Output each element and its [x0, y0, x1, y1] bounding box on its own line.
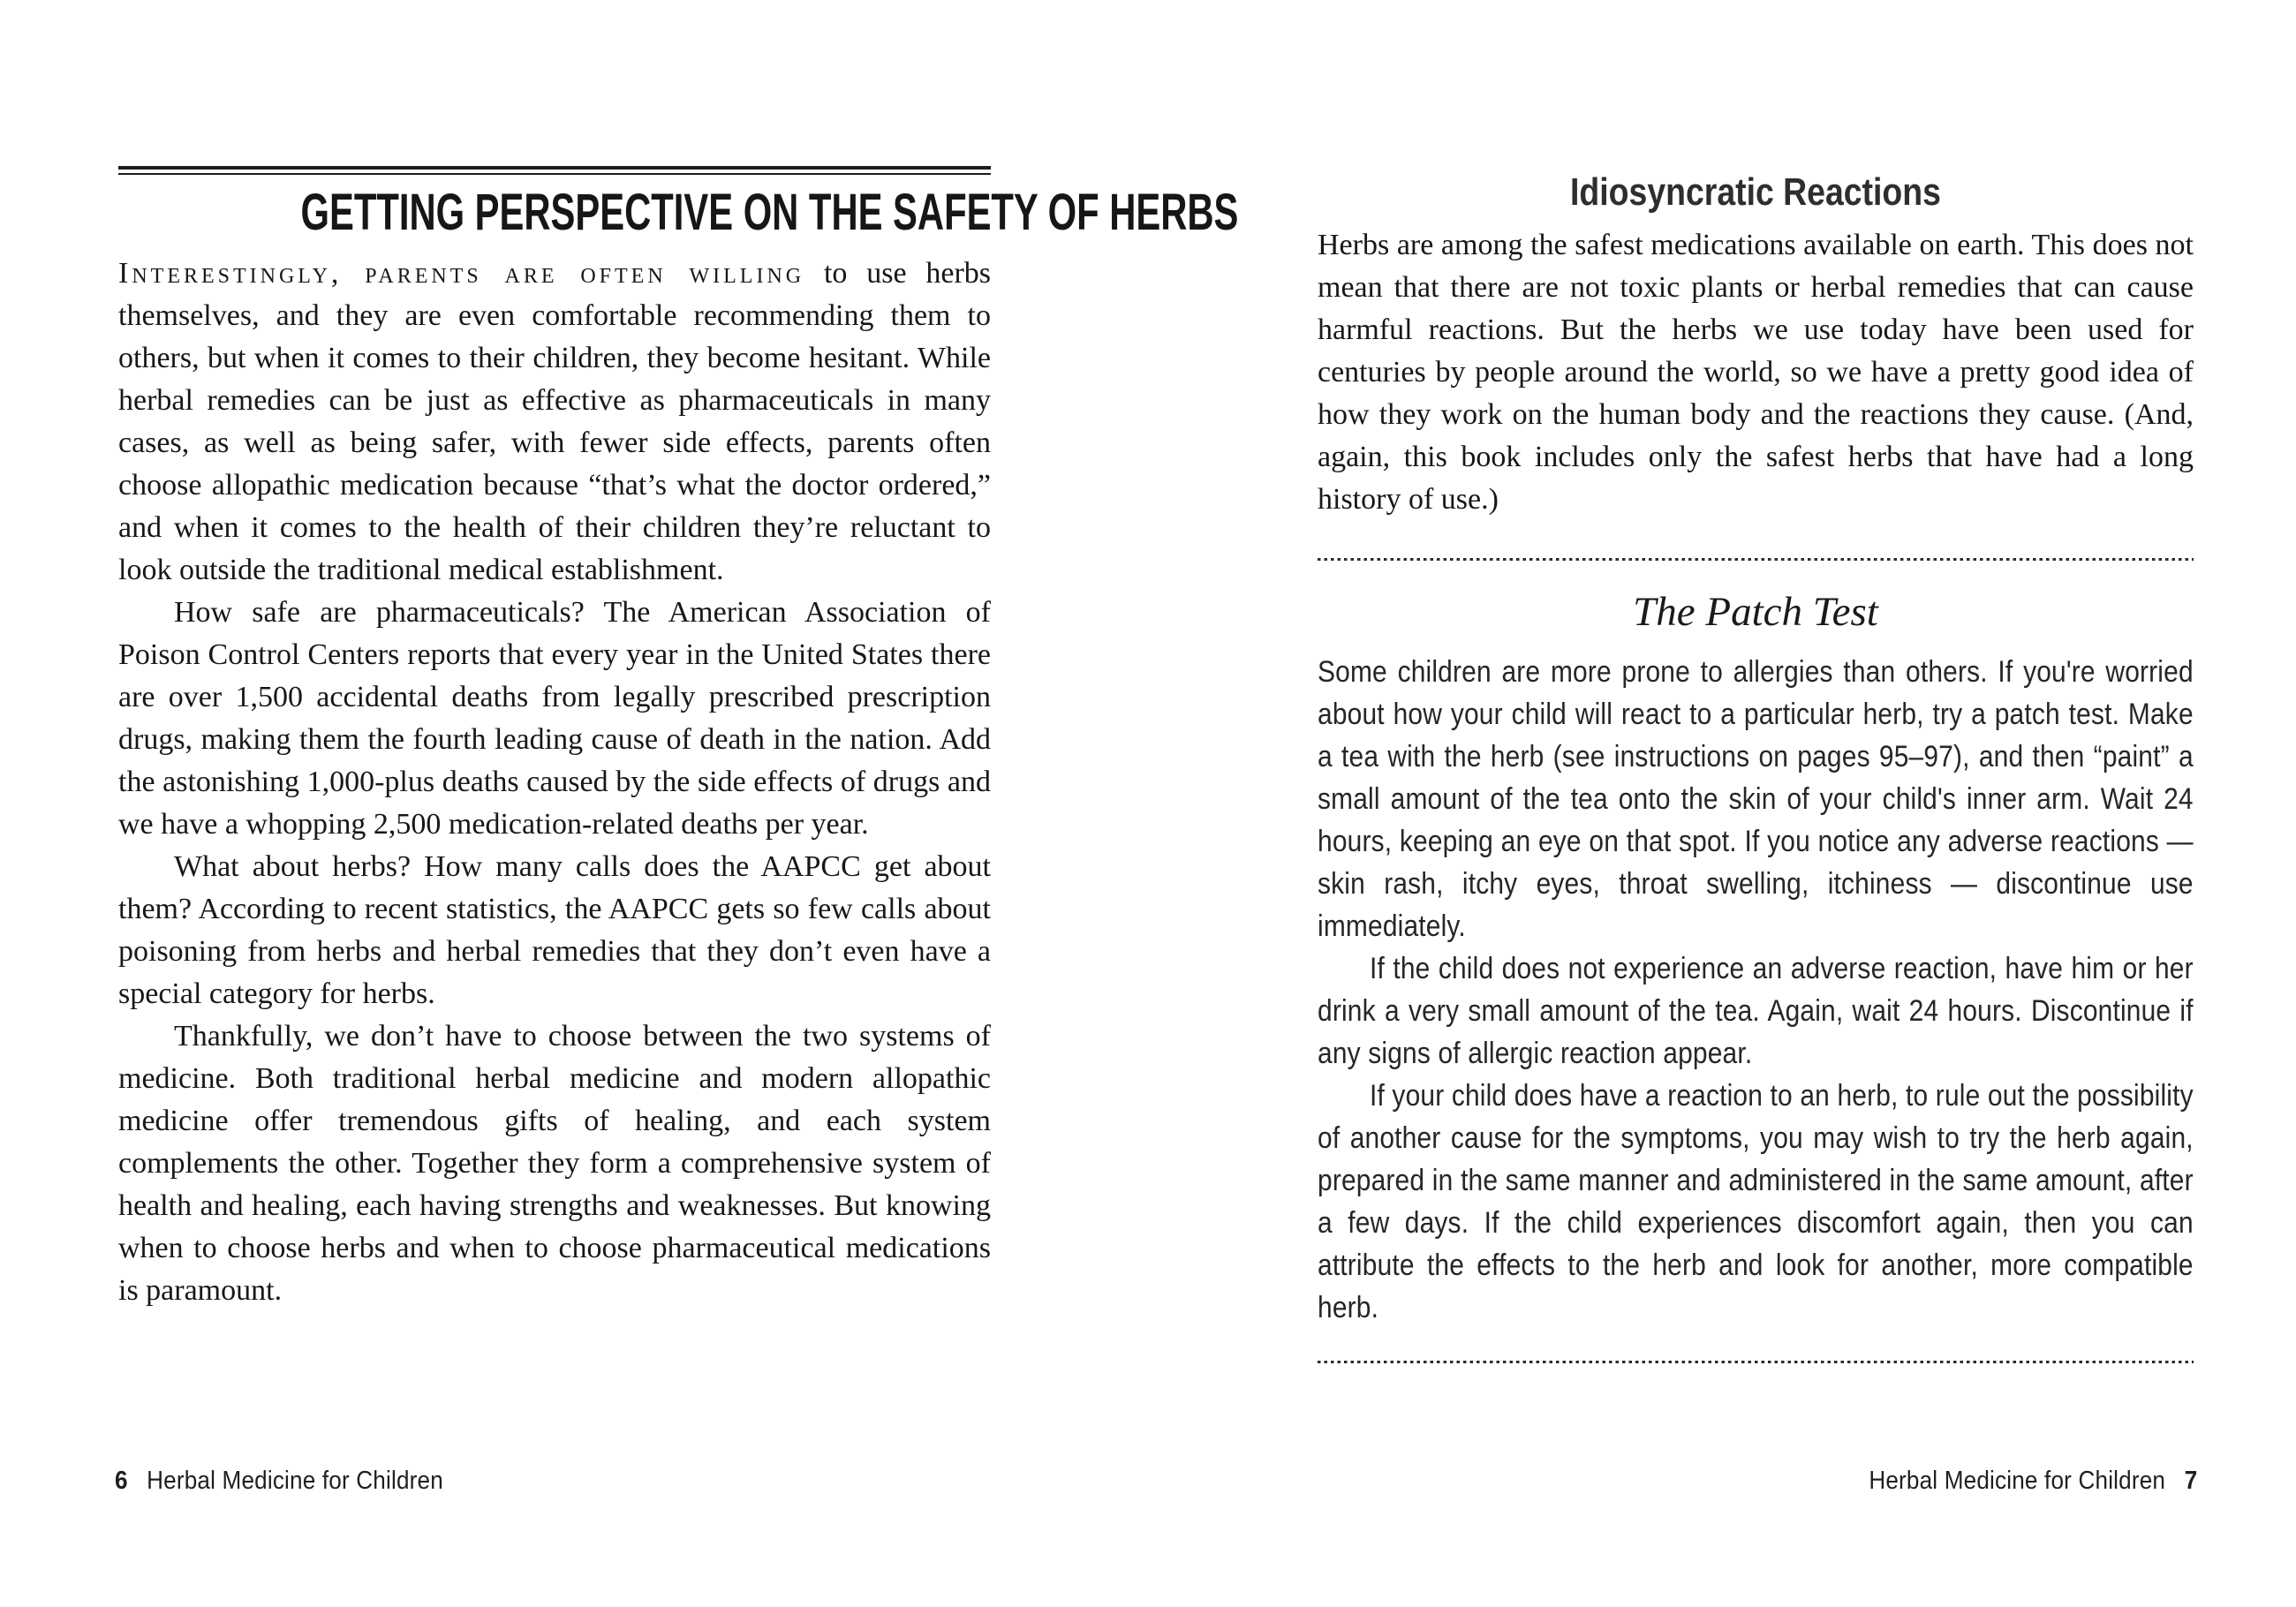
patch-paragraph: If your child does have a reaction to an herb, to rule out the possibility of another cause for the symptoms, you may wish to try the herb again, prepared in the same manner and administered in the same amount, after a few days. If the child experiences discomfort again, then you can attribute the effects to the herb and look for another, more compatible herb.: [1318, 1079, 2194, 1324]
section-heading: [1318, 166, 2194, 215]
intro-paragraph: [118, 253, 991, 592]
body-paragraph: What about herbs? How many calls does the AAPCC get about them? According to recent statistics, the AAPCC gets so few calls about poisoning from herbs and herbal remedies that they don’t even have a special category for herbs.: [118, 850, 991, 1010]
double-rule-divider: [118, 166, 991, 175]
dotted-divider-top: [1318, 558, 2194, 561]
patch-test-heading: The Patch Test: [1633, 589, 1878, 635]
dotted-divider-bottom: [1318, 1361, 2194, 1363]
patch-paragraph: If the child does not experience an adverse reaction, have him or her drink a very small amount of the tea. Again, wait 24 hours. Discontinue if any signs of allergic reaction appear.: [1318, 952, 2194, 1070]
right-page-footer: [1869, 1466, 2197, 1496]
section-heading-text: Idiosyncratic Reactions: [1570, 170, 1941, 214]
patch-test-body: [1318, 651, 2194, 1329]
left-page-footer: [115, 1466, 443, 1496]
right-running-title: Herbal Medicine for Children: [1869, 1467, 2165, 1495]
chapter-heading: [118, 184, 1239, 241]
intro-rest-text: to use herbs themselves, and they are even comfortable recommending them to others, but when it comes to their children, they become hesitant. While herbal remedies can be just as effective as pharmaceuticals in many cases, as well as being safer, with fewer side effects, parents often choose allopathic medication because “that’s what the doctor ordered,” and when it comes to the health of their children they’re reluctant to look outside the traditional medical establishment.: [118, 257, 991, 586]
body-paragraph: Thankfully, we don’t have to choose between the two systems of medicine. Both traditional herbal medicine and modern allopathic medicine offer tremendous gifts of healing, and each system complements the other. Together they form a comprehensive system of health and healing, each having strengths and weaknesses. But knowing when to choose herbs and when to choose pharmaceutical medications is paramount.: [118, 1020, 991, 1307]
right-page: [1318, 166, 2194, 1363]
section-paragraph: Herbs are among the safest medications available on earth. This does not mean that there are not toxic plants or herbal remedies that can cause harmful reactions. But the herbs we use today have been used for centuries by people around the world, so we have a pretty good idea of how they work on the human body and the reactions they cause. (And, again, this book includes only the safest herbs that have had a long history of use.): [1318, 229, 2194, 516]
chapter-heading-text: GETTING PERSPECTIVE ON THE SAFETY OF HERBS: [300, 184, 1239, 241]
patch-paragraph: Some children are more prone to allergies than others. If you're worried about how your child will react to a particular herb, try a patch test. Make a tea with the herb (see instructions on pages 95–97), and then “paint” a small amount of the tea onto the skin of your child's inner arm. Wait 24 hours, keeping an eye on that spot. If you notice any adverse reactions — skin rash, itchy eyes, throat swelling, itchiness — discontinue use immediately.: [1318, 655, 2194, 943]
left-running-title: Herbal Medicine for Children: [147, 1467, 443, 1495]
left-page-number: 6: [115, 1467, 128, 1495]
body-paragraph: How safe are pharmaceuticals? The American Association of Poison Control Centers reports that every year in the United States there are over 1,500 accidental deaths from legally prescribed prescription drugs, making them the fourth leading cause of death in the nation. Add the astonishing 1,000-plus deaths caused by the side effects of drugs and we have a whopping 2,500 medication-related deaths per year.: [118, 596, 991, 841]
right-page-number: 7: [2184, 1467, 2197, 1495]
intro-lead-smallcaps: Interestingly, parents are often willing: [118, 257, 805, 290]
left-page: [118, 166, 1239, 1312]
